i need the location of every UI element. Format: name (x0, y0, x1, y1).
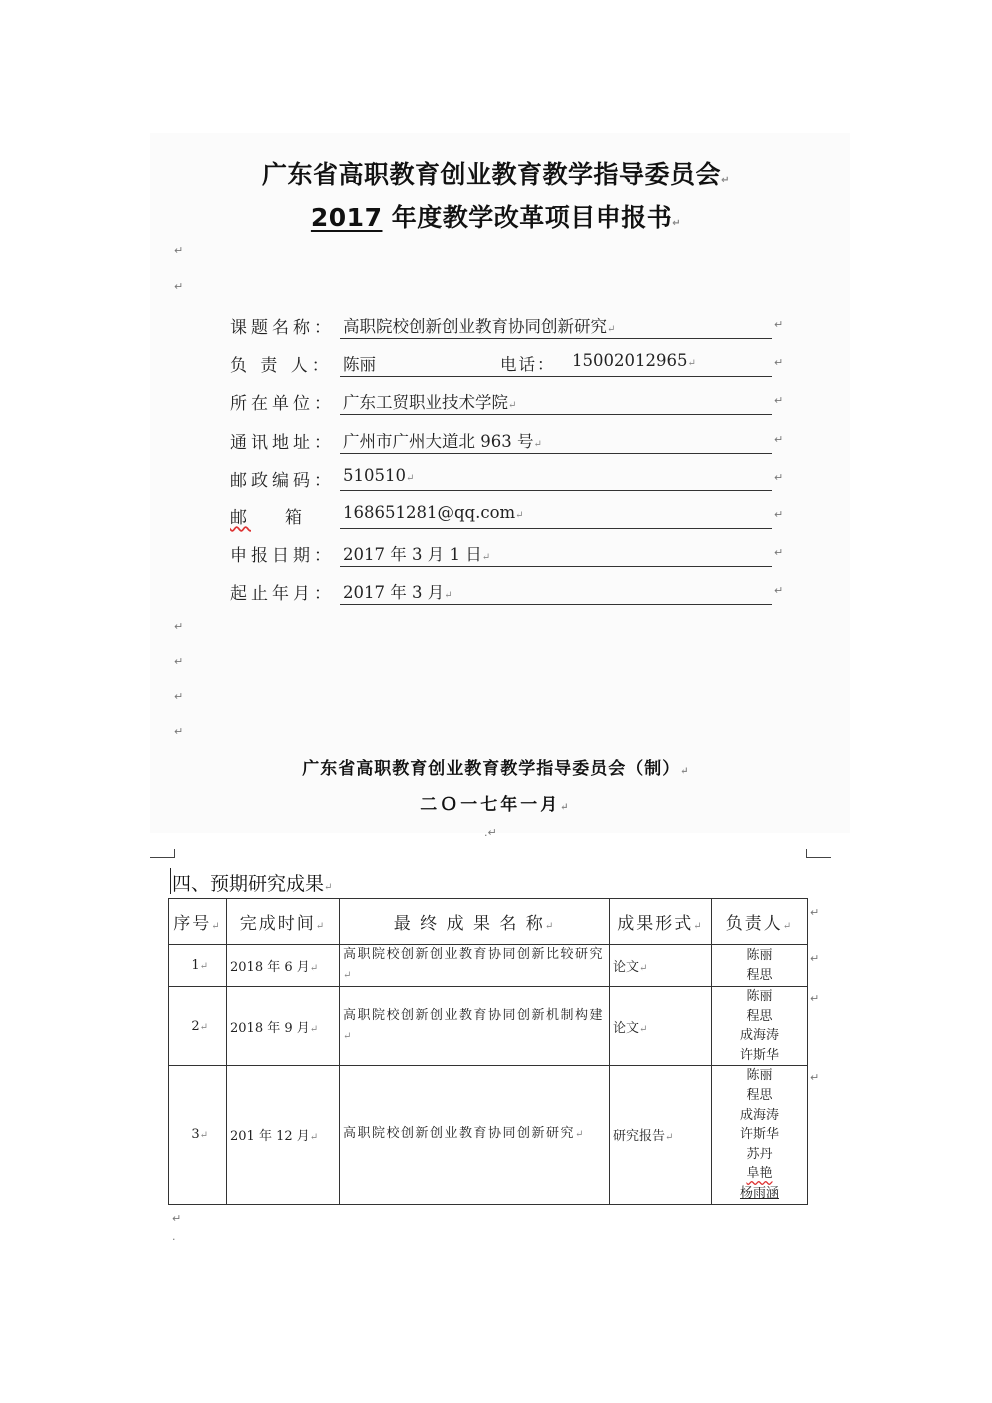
cell-form: 论文↵ (610, 945, 712, 987)
field-label-postcode: 邮政编码： (230, 471, 335, 491)
cell-form: 论文↵ (610, 987, 712, 1066)
field-value-unit: 广东工贸职业技术学院↵ (343, 393, 517, 412)
field-underline (340, 338, 772, 339)
owner-name: 许斯华 (739, 1047, 779, 1063)
text-cursor (170, 868, 171, 894)
cover-title-line1: 广东省高职教育创业教育教学指导委员会↵ (262, 160, 730, 189)
header-name: 最 终 成 果 名 称↵ (340, 899, 610, 945)
owner-name: 成海涛 (739, 1107, 779, 1123)
issue-date: 二Ｏ一七年一月↵ (420, 795, 572, 815)
field-underline (340, 528, 772, 529)
cell-no: 1↵ (169, 945, 227, 987)
table-header-row (169, 899, 808, 945)
owner-name: 程思 (746, 1008, 773, 1024)
table-row (169, 1066, 808, 1204)
owner-name: 成海涛 (739, 1028, 779, 1044)
cell-mark: ↵ (774, 508, 784, 521)
cell-time: 2018 年 9 月↵ (227, 987, 340, 1066)
field-label-period: 起止年月： (230, 584, 335, 604)
cell-mark: ↵ (774, 394, 784, 407)
cell-mark: ↵ (774, 584, 784, 597)
cell-mark: ↵ (774, 318, 784, 331)
paragraph-mark: ↵ (172, 1212, 182, 1225)
paragraph-mark: ↵ (174, 280, 184, 293)
field-value-owner: 陈丽 (343, 355, 376, 374)
field-value-topic: 高职院校创新创业教育协同创新研究↵ (343, 317, 616, 336)
paragraph-mark: ↵ (174, 620, 184, 633)
section-title: 四、预期研究成果↵ (172, 873, 333, 895)
cell-mark: ↵ (774, 546, 784, 559)
crop-mark (806, 849, 831, 858)
owner-name: 阜艳 (746, 1166, 773, 1182)
cell-owners (712, 945, 808, 987)
paragraph-mark: ↵ (174, 244, 184, 257)
paragraph-mark: ↵ (174, 725, 184, 738)
paragraph-mark: ↵ (174, 690, 184, 703)
paragraph-mark: ↵ (174, 655, 184, 668)
cell-name: 高职院校创新创业教育协同创新机制构建↵ (340, 987, 610, 1066)
field-underline (340, 414, 772, 415)
field-underline (340, 566, 772, 567)
table-row (169, 945, 808, 987)
cell-name: 高职院校创新创业教育协同创新比较研究↵ (340, 945, 610, 987)
table-row (169, 987, 808, 1066)
owner-name: 陈丽 (746, 989, 773, 1004)
cell-mark: ↵ (774, 356, 784, 369)
cover-title-line2: 2017 年度教学改革项目申报书↵ (310, 203, 682, 232)
header-owner: 负责人↵ (712, 899, 808, 945)
field-underline (340, 604, 772, 605)
field-label-owner: 负 责 人： (230, 356, 333, 376)
owner-name: 陈丽 (746, 1068, 773, 1084)
cell-time: 201 年 12 月↵ (227, 1066, 340, 1204)
field-value-address: 广州市广州大道北 963 号↵ (343, 432, 542, 451)
field-label-unit: 所在单位： (230, 394, 335, 414)
owner-name: 程思 (746, 967, 773, 983)
row-end-mark: ↵ (810, 906, 820, 919)
cell-mark: ↵ (774, 433, 784, 446)
owner-name: 陈丽 (746, 947, 773, 963)
field-underline (340, 376, 772, 377)
row-end-mark: ↵ (810, 952, 820, 965)
results-table (168, 898, 808, 1205)
field-underline (340, 490, 772, 491)
field-value-phone: 15002012965↵ (572, 351, 696, 370)
field-value-period: 2017 年 3 月↵ (343, 583, 453, 602)
field-label-phone: 电话： (500, 355, 556, 374)
header-no: 序号↵ (169, 899, 227, 945)
title-year: 2017 (310, 203, 383, 232)
field-value-apply-date: 2017 年 3 月 1 日↵ (343, 545, 491, 564)
field-label-topic: 课题名称： (230, 318, 335, 338)
row-end-mark: ↵ (810, 1071, 820, 1084)
cell-name: 高职院校创新创业教育协同创新研究↵ (340, 1066, 610, 1204)
cell-owners (712, 987, 808, 1066)
cell-time: 2018 年 6 月↵ (227, 945, 340, 987)
header-time: 完成时间↵ (227, 899, 340, 945)
field-value-email: 168651281@qq.com↵ (343, 503, 524, 522)
field-value-postcode: 510510↵ (343, 466, 415, 485)
cell-no: 3↵ (169, 1066, 227, 1204)
owner-name: 程思 (746, 1087, 773, 1103)
field-underline (340, 453, 772, 454)
owner-name: 许斯华 (739, 1127, 779, 1143)
owner-name: 苏丹 (746, 1146, 773, 1162)
cell-mark: ↵ (774, 471, 784, 484)
owner-name: 杨雨涵 (739, 1185, 779, 1201)
field-label-email: 邮 箱 (230, 508, 306, 528)
field-label-address: 通讯地址： (230, 433, 335, 453)
header-form: 成果形式↵ (610, 899, 712, 945)
cell-form: 研究报告↵ (610, 1066, 712, 1204)
cell-no: 2↵ (169, 987, 227, 1066)
field-label-apply-date: 申报日期： (230, 546, 335, 566)
issuing-organization: 广东省高职教育创业教育教学指导委员会（制）↵ (302, 759, 690, 779)
paragraph-mark: . (172, 1230, 176, 1243)
row-end-mark: ↵ (810, 992, 820, 1005)
cell-owners (712, 1066, 808, 1204)
paragraph-mark: .↵ (484, 826, 497, 839)
crop-mark (150, 849, 175, 858)
